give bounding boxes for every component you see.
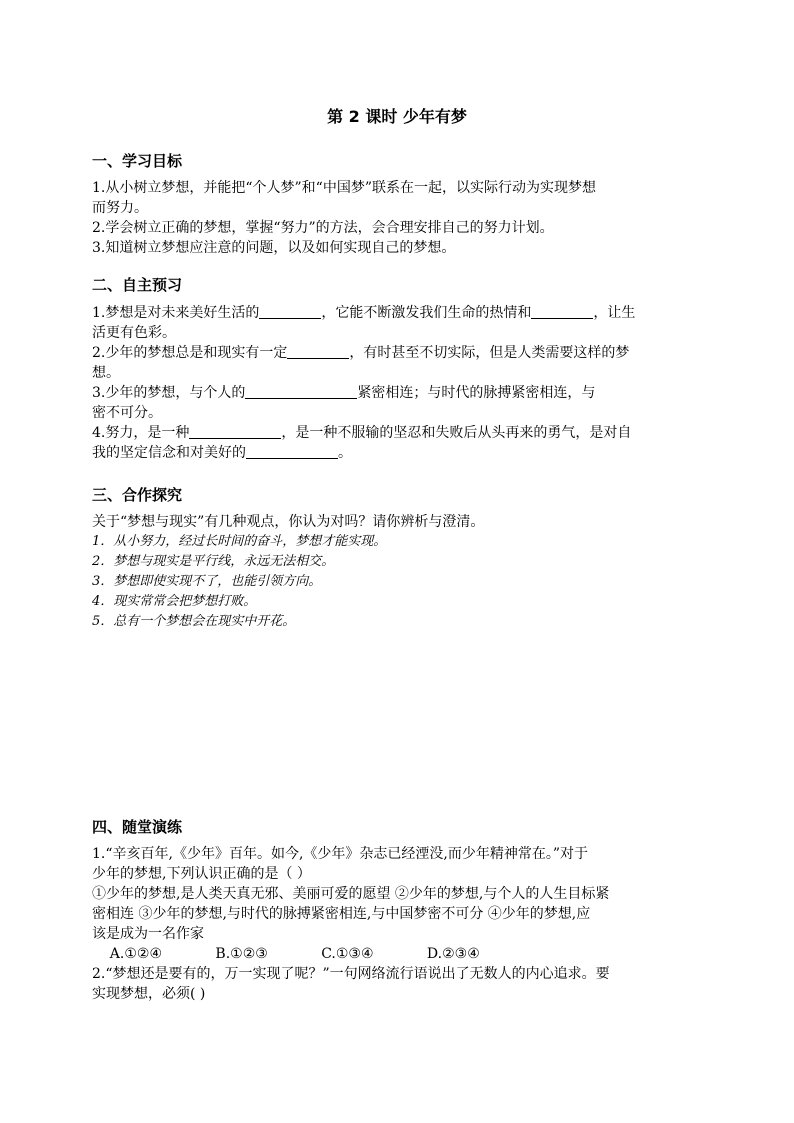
practice-questions <box>92 844 702 1004</box>
preview-q4-line-b <box>92 443 702 463</box>
goal-1-line-a: 1.从小树立梦想，并能把“个人梦”和“中国梦”联系在一起，以实际行动为实现梦想 <box>92 180 596 196</box>
preview-q2-line-b: 想。 <box>92 365 120 381</box>
blank-field[interactable] <box>259 304 321 319</box>
blank-field[interactable] <box>531 304 593 319</box>
inquiry-item: 4．现实常常会把梦想打败。 <box>92 594 257 609</box>
preview-q4-text-b: ，是一种不服输的坚忍和失败后从头再来的勇气，是对自 <box>281 425 632 441</box>
goal-2: 2.学会树立正确的梦想，掌握“努力”的方法，会合理安排自己的努力计划。 <box>92 220 554 236</box>
preview-q1-text-c: ，让生 <box>593 305 636 321</box>
preview-q3-line-a <box>92 383 702 403</box>
page-title: 第 2 课时 少年有梦 <box>327 107 467 126</box>
inquiry-item: 1．从小努力，经过长时间的奋斗，梦想才能实现。 <box>92 534 387 549</box>
goal-1-line-b: 而努力。 <box>92 200 148 216</box>
preview-q1-line-b: 活更有色彩。 <box>92 325 176 341</box>
preview-q3-text-b: 紧密相连；与时代的脉搏紧密相连，与 <box>357 385 596 401</box>
goal-3: 3.知道树立梦想应注意的问题，以及如何实现自己的梦想。 <box>92 240 456 256</box>
preview-q2-text-b: ，有时甚至不切实际，但是人类需要这样的梦 <box>349 345 630 361</box>
preview-q3-text-a: 3.少年的梦想，与个人的 <box>92 385 246 401</box>
blank-field[interactable] <box>246 444 338 459</box>
practice-q1-line-c: ①少年的梦想,是人类天真无邪、美丽可爱的愿望 ②少年的梦想,与个人的人生目标紧 <box>92 886 610 902</box>
practice-q2-line-b: 实现梦想，必须( ) <box>92 986 206 1002</box>
inquiry-intro: 关于“梦想与现实”有几种观点，你认为对吗？请你辨析与澄清。 <box>92 514 485 530</box>
practice-q1-line-d: 密相连 ③少年的梦想,与时代的脉搏紧密相连,与中国梦密不可分 ④少年的梦想,应 <box>92 906 591 922</box>
blank-field[interactable] <box>245 384 357 399</box>
preview-questions <box>92 303 702 463</box>
preview-q1-line-a <box>92 303 702 323</box>
inquiry-block <box>92 512 702 632</box>
preview-q1-text-a: 1.梦想是对未来美好生活的 <box>92 305 260 321</box>
inquiry-item: 5．总有一个梦想会在现实中开花。 <box>92 614 296 629</box>
preview-q3-line-b: 密不可分。 <box>92 405 162 421</box>
blank-field[interactable] <box>287 344 349 359</box>
inquiry-item: 3．梦想即使实现不了，也能引领方向。 <box>92 574 322 589</box>
inquiry-item: 2．梦想与现实是平行线，永远无法相交。 <box>92 554 335 569</box>
preview-q2-text-a: 2.少年的梦想总是和现实有一定 <box>92 345 288 361</box>
practice-q2-line-a: 2.“梦想还是要有的，万一实现了呢？”一句网络流行语说出了无数人的内心追求。要 <box>92 966 610 982</box>
preview-q4-text-d: 。 <box>338 445 352 461</box>
practice-q1-line-e: 该是成为一名作家 <box>92 926 204 942</box>
preview-q4-line-a <box>92 423 702 443</box>
blank-field[interactable] <box>189 424 281 439</box>
preview-q2-line-a <box>92 343 702 363</box>
preview-q4-text-c: 我的坚定信念和对美好的 <box>92 445 246 461</box>
learning-goals-list <box>92 178 702 258</box>
practice-q1-line-a: 1.“辛亥百年,《少年》百年。如今,《少年》杂志已经湮没,而少年精神常在。”对于 <box>92 846 589 862</box>
section-in-class-practice-heading: 四、随堂演练 <box>92 818 183 836</box>
practice-q1-line-b: 少年的梦想,下列认识正确的是（ ） <box>92 866 311 882</box>
section-learning-goals-heading: 一、学习目标 <box>92 152 183 170</box>
section-preview-heading: 二、自主预习 <box>92 276 183 294</box>
practice-q1-options: A.①②④ B.①②③ C.①③④ D.②③④ <box>92 946 480 962</box>
preview-q4-text-a: 4.努力，是一种 <box>92 425 190 441</box>
section-cooperative-inquiry-heading: 三、合作探究 <box>92 486 183 504</box>
preview-q1-text-b: ，它能不断激发我们生命的热情和 <box>321 305 532 321</box>
